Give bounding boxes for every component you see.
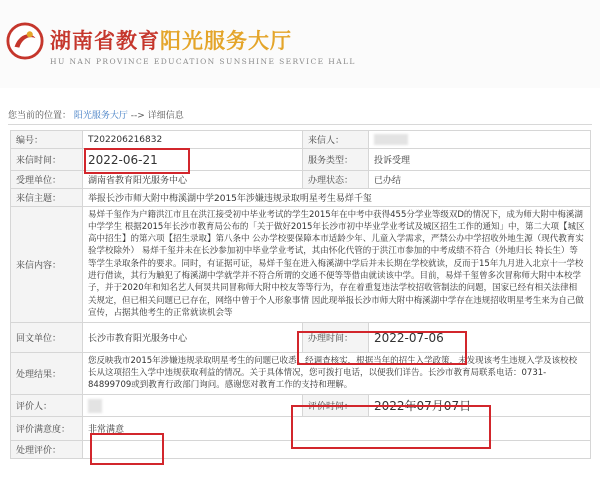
table-row	[11, 353, 591, 395]
eval-time-value: 2022年07月07日	[369, 395, 591, 417]
breadcrumb-link-home[interactable]: 阳光服务大厅	[73, 111, 128, 121]
table-row	[11, 207, 591, 323]
site-title	[50, 25, 292, 55]
reply-unit-label: 回文单位：	[11, 323, 83, 353]
service-type-value: 投诉受理	[369, 149, 591, 171]
code-value: T202206216832	[83, 131, 303, 149]
table-row	[11, 171, 591, 189]
breadcrumb-current: 详细信息	[147, 111, 184, 121]
content-value	[83, 207, 591, 323]
satisfaction-label: 评价满意度：	[11, 417, 83, 441]
date-label: 来信时间：	[11, 149, 83, 171]
site-title-main: 湖南省教育	[50, 29, 160, 53]
service-type-label: 服务类型：	[303, 149, 369, 171]
evaluator-redacted	[88, 399, 102, 413]
table-row	[11, 131, 591, 149]
code-label: 编号：	[11, 131, 83, 149]
evaluator-value	[83, 395, 303, 417]
sender-value	[369, 131, 591, 149]
site-header	[0, 0, 600, 88]
content-text: 易烊千玺作为户籍洪江市且在洪江接受初中毕业考试的学生2015年在中考中获得455分学业等级双D的情况下，成为师大附中梅溪湖中学学生 根据2015年长沙市教育局公布的「关于做好2015年长沙市初中毕业学业考试及城区招生工作的通知」中，第二大项【城区高中招生】的第六项【招生录取】第八条中 公办学校要保障本市适龄少年、儿童入学需求，严禁公办中学招收外地生源（现代教育实验学校除外） 易烊千玺并未在长沙参加初中毕业学业考试，其由怀化代管的于洪江市参加的中考成绩不符合（外地归长 特长生）等等学生录取条件的要求。同时，有证据可证，易烊千玺在进入梅溪湖中学后并未长期在学校就读，反而于15年九月进入北京十一学校进行借读，其行为触犯了梅溪湖中学就学并不符合所谓的交通不便等等借由就读该中学。目前，易烊千玺曾多次冒称师大附中本校学子，并于2020年和知名艺人何炅共同冒称师大附中校友等等行为，存在着重复违法学校招收管制法的问题，国家已经有相关法律相关规定，但已相关问题已已存在，网络中曾于个人形象事情 因此现举报长沙市师大附中梅溪湖中学存在违规招收明星考生来为自己做宣传，占据其他考生的正常就读机会等	[88, 209, 585, 318]
sender-redacted	[374, 134, 408, 145]
result-value	[83, 353, 591, 395]
date-value: 2022-06-21	[83, 149, 303, 171]
site-title-highlight: 阳光服务大厅	[160, 29, 292, 53]
sender-label: 来信人：	[303, 131, 369, 149]
table-row	[11, 323, 591, 353]
table-row	[11, 417, 591, 441]
handle-time-value: 2022-07-06	[369, 323, 591, 353]
reply-unit-value: 长沙市教育阳光服务中心	[83, 323, 303, 353]
satisfaction-value: 非常满意	[83, 417, 591, 441]
status-label: 办理状态：	[303, 171, 369, 189]
handle-time-label: 办理时间：	[303, 323, 369, 353]
breadcrumb-label: 您当前的位置：	[8, 111, 72, 121]
table-row	[11, 441, 591, 459]
content-label: 来信内容：	[11, 207, 83, 323]
result-text: 您反映我市2015年涉嫌违规录取明星考生的问题已收悉。经调查核实，根据当年的招生入学政策，未发现该考生违规入学及该校校长从这项招生入学中违规获取利益的情况。关于具体情况，您可拨打电话，以便我们详告。长沙市教育局联系电话：0731-84899709或到教育行政部门询问。感谢您对教育工作的支持和理解。	[88, 355, 578, 391]
unit-value: 湖南省教育阳光服务中心	[83, 171, 303, 189]
eval-content-label: 处理评价：	[11, 441, 83, 459]
site-subtitle: HU NAN PROVINCE EDUCATION SUNSHINE SERVICE HALL	[50, 57, 356, 66]
table-row	[11, 395, 591, 417]
breadcrumb	[8, 108, 184, 121]
evaluator-label: 评价人：	[11, 395, 83, 417]
eval-content-value	[83, 441, 591, 459]
table-row	[11, 189, 591, 207]
breadcrumb-separator: -->	[130, 111, 145, 121]
subject-label: 来信主题：	[11, 189, 83, 207]
divider	[8, 124, 592, 125]
result-label: 处理结果：	[11, 353, 83, 395]
education-bureau-logo-icon	[6, 22, 44, 60]
subject-value: 举报长沙市师大附中梅溪湖中学2015年涉嫌违规录取明星考生易烊千玺	[83, 189, 591, 207]
eval-time-label: 评价时间：	[303, 395, 369, 417]
detail-table	[10, 130, 591, 459]
table-row	[11, 149, 591, 171]
unit-label: 受理单位：	[11, 171, 83, 189]
status-value: 已办结	[369, 171, 591, 189]
